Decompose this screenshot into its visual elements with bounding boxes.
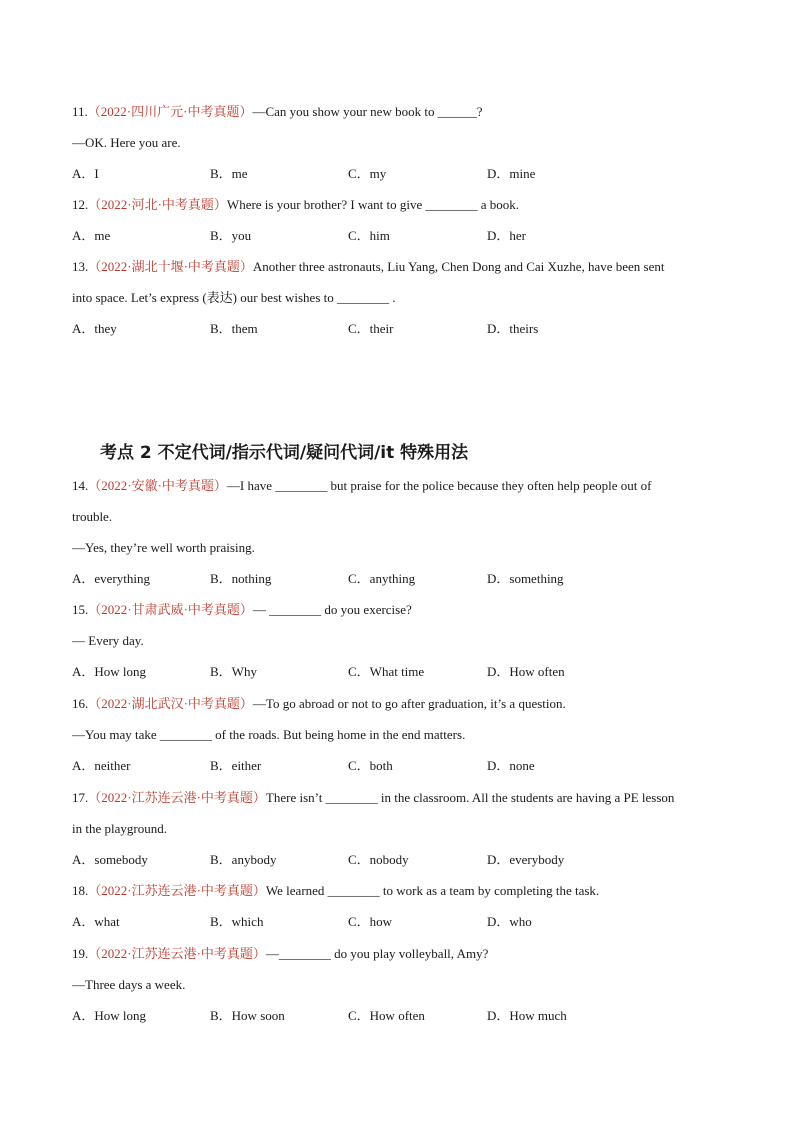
question-14-continuation: trouble. — [72, 509, 113, 524]
question-11-options — [72, 166, 632, 182]
question-15-options — [72, 664, 632, 680]
option-d: D．everybody — [487, 852, 565, 867]
question-14-stem — [72, 478, 651, 494]
question-16-reply: —You may take ________ of the roads. But being home in the end matters. — [72, 727, 466, 742]
option-a: A．me — [72, 228, 111, 243]
question-text: —Can you show your new book to ______? — [252, 104, 483, 119]
option-c: C．my — [348, 166, 387, 181]
question-source: （2022·湖北武汉·中考真题） — [88, 696, 253, 711]
question-number: 17. — [72, 790, 89, 805]
option-d: D．who — [487, 914, 532, 929]
question-source: （2022·江苏连云港·中考真题） — [88, 946, 266, 961]
question-number: 19. — [72, 946, 89, 961]
question-number: 18. — [72, 883, 89, 898]
question-15-reply: — Every day. — [72, 633, 144, 648]
question-source: （2022·四川广元·中考真题） — [87, 104, 253, 119]
question-text: —I have ________ but praise for the police because they often help people out of — [226, 478, 652, 493]
option-a: A．I — [72, 166, 99, 181]
question-text: — ________ do you exercise? — [252, 602, 412, 617]
question-source: （2022·安徽·中考真题） — [88, 478, 227, 493]
option-b: B．Why — [210, 664, 257, 679]
option-d: D．mine — [487, 166, 536, 181]
option-a: A．How long — [72, 664, 147, 679]
question-source: （2022·江苏连云港·中考真题） — [88, 790, 266, 805]
question-11-stem — [72, 104, 482, 120]
option-c: C．What time — [348, 664, 425, 679]
question-15-stem — [72, 602, 412, 618]
question-number: 14. — [72, 478, 89, 493]
option-d: D．theirs — [487, 321, 539, 336]
option-b: B．How soon — [210, 1008, 285, 1023]
question-18-stem — [72, 883, 599, 899]
option-d: D．none — [487, 758, 535, 773]
question-number: 11. — [72, 104, 88, 119]
question-11-reply: —OK. Here you are. — [72, 135, 181, 150]
option-c: C．both — [348, 758, 393, 773]
section-heading: 考点 2 不定代词/指示代词/疑问代词/it 特殊用法 — [100, 443, 469, 463]
option-d: D．something — [487, 571, 564, 586]
option-c: C．How often — [348, 1008, 425, 1023]
option-b: B．them — [210, 321, 258, 336]
option-c: C．how — [348, 914, 393, 929]
question-text: There isn’t ________ in the classroom. All the students are having a PE lesson — [265, 790, 675, 805]
option-b: B．either — [210, 758, 262, 773]
option-d: D．How often — [487, 664, 565, 679]
option-b: B．me — [210, 166, 248, 181]
question-source: （2022·湖北十堰·中考真题） — [88, 259, 253, 274]
question-13-options — [72, 321, 632, 337]
question-19-reply: —Three days a week. — [72, 977, 186, 992]
question-17-options — [72, 852, 632, 868]
question-source: （2022·江苏连云港·中考真题） — [88, 883, 266, 898]
option-a: A．somebody — [72, 852, 148, 867]
option-b: B．nothing — [210, 571, 272, 586]
question-text: Where is your brother? I want to give ________ a book. — [226, 197, 519, 212]
question-17-stem — [72, 790, 674, 806]
option-b: B．which — [210, 914, 264, 929]
option-a: A．what — [72, 914, 120, 929]
question-16-options — [72, 758, 632, 774]
question-19-stem — [72, 946, 488, 962]
question-number: 12. — [72, 197, 89, 212]
question-source: （2022·河北·中考真题） — [88, 197, 227, 212]
question-text: —________ do you play volleyball, Amy? — [265, 946, 489, 961]
question-13-stem — [72, 259, 665, 275]
question-number: 13. — [72, 259, 89, 274]
question-text: We learned ________ to work as a team by completing the task. — [265, 883, 600, 898]
question-text: —To go abroad or not to go after graduation, it’s a question. — [252, 696, 566, 711]
question-13-continuation: into space. Let’s express (表达) our best wishes to ________ . — [72, 290, 396, 305]
option-c: C．their — [348, 321, 394, 336]
question-17-continuation: in the playground. — [72, 821, 167, 836]
question-number: 16. — [72, 696, 89, 711]
question-source: （2022·甘肃武威·中考真题） — [88, 602, 253, 617]
question-text: Another three astronauts, Liu Yang, Chen Dong and Cai Xuzhe, have been sent — [252, 259, 665, 274]
option-d: D．her — [487, 228, 526, 243]
option-c: C．nobody — [348, 852, 409, 867]
question-14-reply: —Yes, they’re well worth praising. — [72, 540, 255, 555]
question-number: 15. — [72, 602, 89, 617]
question-19-options — [72, 1008, 632, 1024]
question-16-stem — [72, 696, 566, 712]
option-a: A．neither — [72, 758, 131, 773]
option-b: B．you — [210, 228, 252, 243]
option-c: C．anything — [348, 571, 416, 586]
question-14-options — [72, 571, 632, 587]
option-c: C．him — [348, 228, 390, 243]
question-18-options — [72, 914, 632, 930]
question-12-options — [72, 228, 632, 244]
question-12-stem — [72, 197, 519, 213]
option-a: A．everything — [72, 571, 150, 586]
option-a: A．How long — [72, 1008, 147, 1023]
option-b: B．anybody — [210, 852, 277, 867]
option-d: D．How much — [487, 1008, 567, 1023]
option-a: A．they — [72, 321, 117, 336]
